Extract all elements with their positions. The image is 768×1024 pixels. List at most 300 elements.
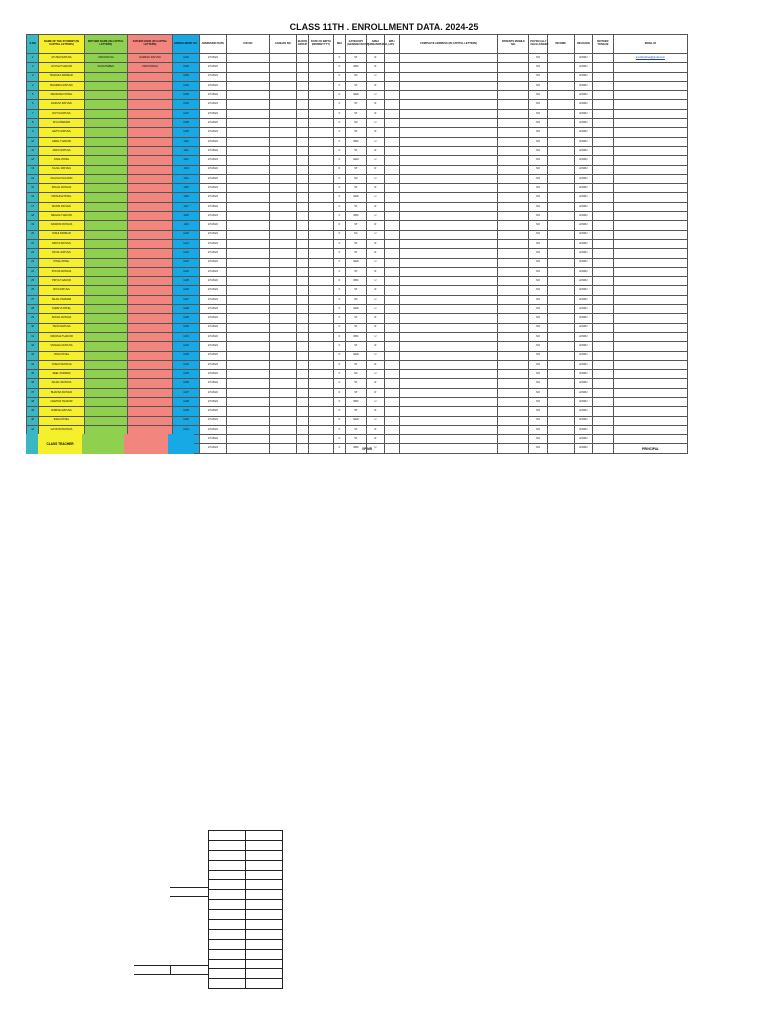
email-link[interactable] [613, 174, 687, 183]
table-row [27, 146, 688, 155]
table-cell: 1111 [173, 146, 200, 155]
email-link[interactable] [613, 137, 687, 146]
table-cell [498, 109, 529, 118]
table-cell: NO [529, 63, 548, 72]
table-cell [385, 119, 399, 128]
table-cell [226, 100, 269, 109]
table-cell: F [333, 119, 345, 128]
table-cell: 1/7/2024 [199, 230, 226, 239]
table-row [27, 202, 688, 211]
table-cell: 25 [27, 277, 39, 286]
table-cell [498, 267, 529, 276]
email-link[interactable]: ayushirathva@gmail.com [635, 55, 665, 59]
table-cell [385, 146, 399, 155]
table-cell [498, 258, 529, 267]
table-cell [309, 137, 334, 146]
email-link[interactable] [613, 323, 687, 332]
table-cell [593, 119, 614, 128]
table-cell: R [366, 286, 385, 295]
table-cell [498, 332, 529, 341]
table-cell [296, 258, 308, 267]
table-cell [385, 91, 399, 100]
table-cell: F [333, 184, 345, 193]
table-cell [269, 63, 296, 72]
table-cell: ESHA PATEL [39, 416, 84, 425]
table-cell [399, 72, 498, 81]
table-cell: DEVANSHI PATEL [39, 91, 84, 100]
table-cell: 18 [27, 212, 39, 221]
table-cell [127, 360, 172, 369]
table-cell [547, 370, 574, 379]
table-cell: ST [346, 267, 367, 276]
table-cell [547, 351, 574, 360]
table-cell: HINDU [574, 351, 593, 360]
table-cell [547, 146, 574, 155]
email-link[interactable] [613, 416, 687, 425]
table-cell: F [333, 435, 345, 444]
table-cell: R [366, 202, 385, 211]
table-cell: NO [529, 137, 548, 146]
email-link[interactable] [613, 128, 687, 137]
email-link[interactable] [613, 370, 687, 379]
table-cell: F [333, 351, 345, 360]
email-link[interactable] [613, 379, 687, 388]
table-cell: ANJALI RATHVA [39, 379, 84, 388]
table-cell [399, 342, 498, 351]
grid-cell [246, 831, 283, 841]
table-cell [226, 165, 269, 174]
grid-cell [246, 910, 283, 920]
grid-cell [246, 929, 283, 939]
table-cell [593, 332, 614, 341]
column-header: ADMISSION DATE [199, 35, 226, 54]
table-cell [593, 416, 614, 425]
table-cell: 1107 [173, 109, 200, 118]
table-cell [547, 72, 574, 81]
grid-cell [209, 920, 246, 930]
table-cell [593, 407, 614, 416]
table-cell: AYUSHI RATHVA [39, 54, 84, 63]
table-cell [309, 146, 334, 155]
table-cell: ST [346, 54, 367, 63]
table-cell [593, 63, 614, 72]
table-cell [226, 72, 269, 81]
table-cell [127, 416, 172, 425]
table-cell [385, 202, 399, 211]
table-cell [226, 342, 269, 351]
table-cell [226, 128, 269, 137]
table-cell: U [366, 295, 385, 304]
email-link[interactable] [613, 305, 687, 314]
table-cell [309, 193, 334, 202]
table-cell [296, 165, 308, 174]
grid-line [134, 965, 208, 966]
table-cell [385, 305, 399, 314]
table-cell: R [366, 249, 385, 258]
table-cell [498, 184, 529, 193]
table-cell [296, 63, 308, 72]
table-cell: 20 [27, 230, 39, 239]
table-cell [309, 230, 334, 239]
table-cell [84, 119, 127, 128]
table-cell [127, 119, 172, 128]
table-cell: NO [529, 81, 548, 90]
table-cell: AYUSHI THAKOR [39, 63, 84, 72]
table-cell [593, 351, 614, 360]
table-cell [269, 193, 296, 202]
email-link[interactable] [613, 72, 687, 81]
table-cell [309, 212, 334, 221]
table-cell [593, 156, 614, 165]
table-cell [593, 397, 614, 406]
table-cell [547, 165, 574, 174]
table-cell: UPA RATHVA [84, 54, 127, 63]
table-cell [498, 100, 529, 109]
table-cell [385, 379, 399, 388]
email-link[interactable] [613, 332, 687, 341]
email-link[interactable] [613, 193, 687, 202]
grid-cell [246, 979, 283, 989]
table-cell [296, 416, 308, 425]
table-cell: ST [346, 388, 367, 397]
table-cell [309, 388, 334, 397]
table-cell: HINDU [574, 72, 593, 81]
email-link[interactable] [613, 277, 687, 286]
table-cell [547, 258, 574, 267]
table-row [27, 137, 688, 146]
table-cell: F [333, 249, 345, 258]
table-cell [498, 63, 529, 72]
table-cell [296, 305, 308, 314]
table-cell: MANSI RATHVA [39, 202, 84, 211]
table-cell: KINJAL RATHVA [39, 184, 84, 193]
table-cell [498, 174, 529, 183]
table-cell: F [333, 267, 345, 276]
table-cell: 1106 [173, 100, 200, 109]
table-cell: NO [529, 286, 548, 295]
table-cell [84, 351, 127, 360]
table-cell: HINDU [574, 444, 593, 453]
table-cell [84, 91, 127, 100]
table-cell: U [366, 444, 385, 453]
table-cell [296, 146, 308, 155]
email-link[interactable] [613, 342, 687, 351]
table-cell: 1141 [173, 425, 200, 434]
table-cell: 1129 [173, 314, 200, 323]
table-cell [385, 230, 399, 239]
table-cell: HINDU [574, 332, 593, 341]
email-link[interactable] [613, 119, 687, 128]
table-cell [84, 230, 127, 239]
email-link[interactable] [613, 267, 687, 276]
table-cell [385, 286, 399, 295]
email-link[interactable] [613, 249, 687, 258]
table-cell [127, 146, 172, 155]
table-row [27, 156, 688, 165]
column-header: BLOOD GROUP [296, 35, 308, 54]
table-cell: HINDU [574, 277, 593, 286]
table-cell [296, 407, 308, 416]
table-cell: NO [529, 323, 548, 332]
table-cell: HINDU [574, 407, 593, 416]
table-cell: GEN [346, 416, 367, 425]
table-cell: 1/7/2024 [199, 193, 226, 202]
table-cell [226, 202, 269, 211]
table-cell: NIKITA RATHVA [39, 239, 84, 248]
column-header: AADHAR NO [269, 35, 296, 54]
table-cell: F [333, 286, 345, 295]
email-link[interactable] [613, 100, 687, 109]
table-cell: ZEEL PARMAR [39, 370, 84, 379]
table-cell [593, 360, 614, 369]
table-cell [84, 416, 127, 425]
table-cell: HINDU [574, 416, 593, 425]
table-cell [226, 332, 269, 341]
email-link[interactable] [613, 230, 687, 239]
table-cell [226, 249, 269, 258]
table-cell: HINDU [574, 221, 593, 230]
grid-cell [209, 850, 246, 860]
table-cell: 24 [27, 267, 39, 276]
table-cell: NO [529, 91, 548, 100]
table-cell: 9 [27, 128, 39, 137]
email-link[interactable] [613, 54, 687, 63]
table-cell: BHUMIKA RATHVA [39, 81, 84, 90]
email-link[interactable] [613, 202, 687, 211]
table-cell: R [366, 81, 385, 90]
email-link[interactable] [613, 239, 687, 248]
table-cell [226, 370, 269, 379]
table-cell: NO [529, 397, 548, 406]
email-link[interactable] [613, 360, 687, 369]
table-cell: URVASHI THAKOR [39, 332, 84, 341]
table-cell [385, 323, 399, 332]
table-cell [593, 146, 614, 155]
email-link[interactable] [613, 81, 687, 90]
email-link[interactable] [613, 109, 687, 118]
table-cell [399, 360, 498, 369]
table-cell [399, 137, 498, 146]
email-link[interactable] [613, 156, 687, 165]
table-cell: DIVYA RATHVA [39, 109, 84, 118]
footer-legend [26, 434, 688, 454]
table-cell [593, 258, 614, 267]
table-cell: HINDU [574, 137, 593, 146]
email-link[interactable] [613, 397, 687, 406]
table-cell: HINDU [574, 156, 593, 165]
table-cell [498, 230, 529, 239]
table-cell: 15 [27, 184, 39, 193]
table-cell: NO [529, 100, 548, 109]
email-link[interactable] [613, 91, 687, 100]
table-cell: 1/7/2024 [199, 165, 226, 174]
table-cell: HINDU [574, 435, 593, 444]
table-cell [269, 388, 296, 397]
table-row [27, 249, 688, 258]
table-cell: 7 [27, 109, 39, 118]
table-cell [385, 156, 399, 165]
table-cell [385, 63, 399, 72]
table-cell [593, 370, 614, 379]
table-cell [385, 258, 399, 267]
table-cell [399, 397, 498, 406]
table-cell [385, 295, 399, 304]
table-cell: GAYATRI RATHVA [39, 425, 84, 434]
table-row [27, 342, 688, 351]
table-cell [127, 100, 172, 109]
email-link[interactable] [613, 221, 687, 230]
table-cell [498, 146, 529, 155]
table-cell: F [333, 388, 345, 397]
table-cell [309, 267, 334, 276]
table-cell: OBC [346, 63, 367, 72]
table-cell [84, 267, 127, 276]
table-cell [399, 146, 498, 155]
grid-line [170, 965, 171, 974]
table-cell: NO [529, 258, 548, 267]
email-link[interactable] [613, 314, 687, 323]
grid-cell [209, 900, 246, 910]
table-cell [269, 119, 296, 128]
table-cell: 1/7/2024 [199, 379, 226, 388]
grid-line [134, 974, 208, 975]
table-cell [226, 156, 269, 165]
table-cell [226, 258, 269, 267]
email-link[interactable] [613, 258, 687, 267]
table-cell: F [333, 397, 345, 406]
table-cell [309, 184, 334, 193]
table-cell: 1127 [173, 295, 200, 304]
table-cell: 1139 [173, 407, 200, 416]
table-cell [269, 72, 296, 81]
email-link[interactable] [613, 351, 687, 360]
table-cell: 2 [27, 63, 39, 72]
table-cell [399, 174, 498, 183]
table-cell [296, 54, 308, 63]
email-link[interactable] [613, 184, 687, 193]
legend-red [124, 434, 168, 454]
table-cell: 33 [27, 351, 39, 360]
table-cell: 1/7/2024 [199, 258, 226, 267]
table-cell: 1105 [173, 91, 200, 100]
table-cell: SONAL RATHVA [39, 314, 84, 323]
grid-cell [209, 939, 246, 949]
table-cell: HINDU [574, 286, 593, 295]
table-cell: SC [346, 72, 367, 81]
table-cell: HINDU [574, 109, 593, 118]
table-cell [127, 397, 172, 406]
table-cell [498, 165, 529, 174]
email-link[interactable] [613, 286, 687, 295]
table-cell: NO [529, 184, 548, 193]
table-cell [547, 202, 574, 211]
table-cell: F [333, 156, 345, 165]
table-cell [127, 174, 172, 183]
table-cell [399, 239, 498, 248]
table-cell [385, 370, 399, 379]
table-cell [498, 416, 529, 425]
table-cell: HINDU [574, 212, 593, 221]
email-link[interactable] [613, 212, 687, 221]
table-cell [593, 286, 614, 295]
table-cell: 6 [27, 100, 39, 109]
email-link[interactable] [613, 146, 687, 155]
table-cell [296, 137, 308, 146]
table-cell [547, 156, 574, 165]
table-cell [547, 63, 574, 72]
table-cell: 37 [27, 388, 39, 397]
table-cell: HINDU [574, 119, 593, 128]
table-cell: 1/7/2024 [199, 370, 226, 379]
table-cell: HINDU [574, 184, 593, 193]
email-link[interactable] [613, 63, 687, 72]
table-cell [127, 277, 172, 286]
table-cell [296, 239, 308, 248]
table-cell [309, 249, 334, 258]
table-cell [226, 81, 269, 90]
table-cell: F [333, 277, 345, 286]
table-cell: 17 [27, 202, 39, 211]
email-link[interactable] [613, 407, 687, 416]
table-cell [84, 323, 127, 332]
table-cell [309, 156, 334, 165]
table-cell: SANGITABEN [84, 63, 127, 72]
table-cell: 12 [27, 156, 39, 165]
table-cell [399, 91, 498, 100]
table-cell [309, 109, 334, 118]
grid-cell [209, 890, 246, 900]
table-cell [309, 295, 334, 304]
table-cell: F [333, 221, 345, 230]
table-cell: HINDU [574, 379, 593, 388]
table-cell: NO [529, 174, 548, 183]
table-cell [385, 212, 399, 221]
email-link[interactable] [613, 388, 687, 397]
table-cell [127, 249, 172, 258]
table-cell: NO [529, 388, 548, 397]
table-cell [547, 332, 574, 341]
table-cell: R [366, 379, 385, 388]
table-cell [385, 109, 399, 118]
table-cell [309, 342, 334, 351]
table-cell [399, 379, 498, 388]
table-cell [399, 156, 498, 165]
table-cell [593, 314, 614, 323]
table-cell [593, 202, 614, 211]
email-link[interactable] [613, 165, 687, 174]
table-cell: HIRAL THAKOR [39, 137, 84, 146]
table-cell: 1/7/2024 [199, 91, 226, 100]
column-header: CATEGORY (GEN/OBC/SC/ST) [346, 35, 367, 54]
table-cell [385, 332, 399, 341]
table-cell: 29 [27, 314, 39, 323]
table-row [27, 128, 688, 137]
table-cell: U [366, 277, 385, 286]
table-cell: 1/7/2024 [199, 351, 226, 360]
table-cell [84, 212, 127, 221]
table-row [27, 184, 688, 193]
table-cell: U [366, 72, 385, 81]
table-row [27, 193, 688, 202]
table-cell [269, 54, 296, 63]
table-cell: BHAVNA RATHVA [39, 388, 84, 397]
table-cell [498, 323, 529, 332]
table-cell [399, 54, 498, 63]
table-cell: 1/7/2024 [199, 221, 226, 230]
table-cell: ST [346, 146, 367, 155]
email-link[interactable] [613, 295, 687, 304]
table-cell: KAJAL RATHVA [39, 165, 84, 174]
